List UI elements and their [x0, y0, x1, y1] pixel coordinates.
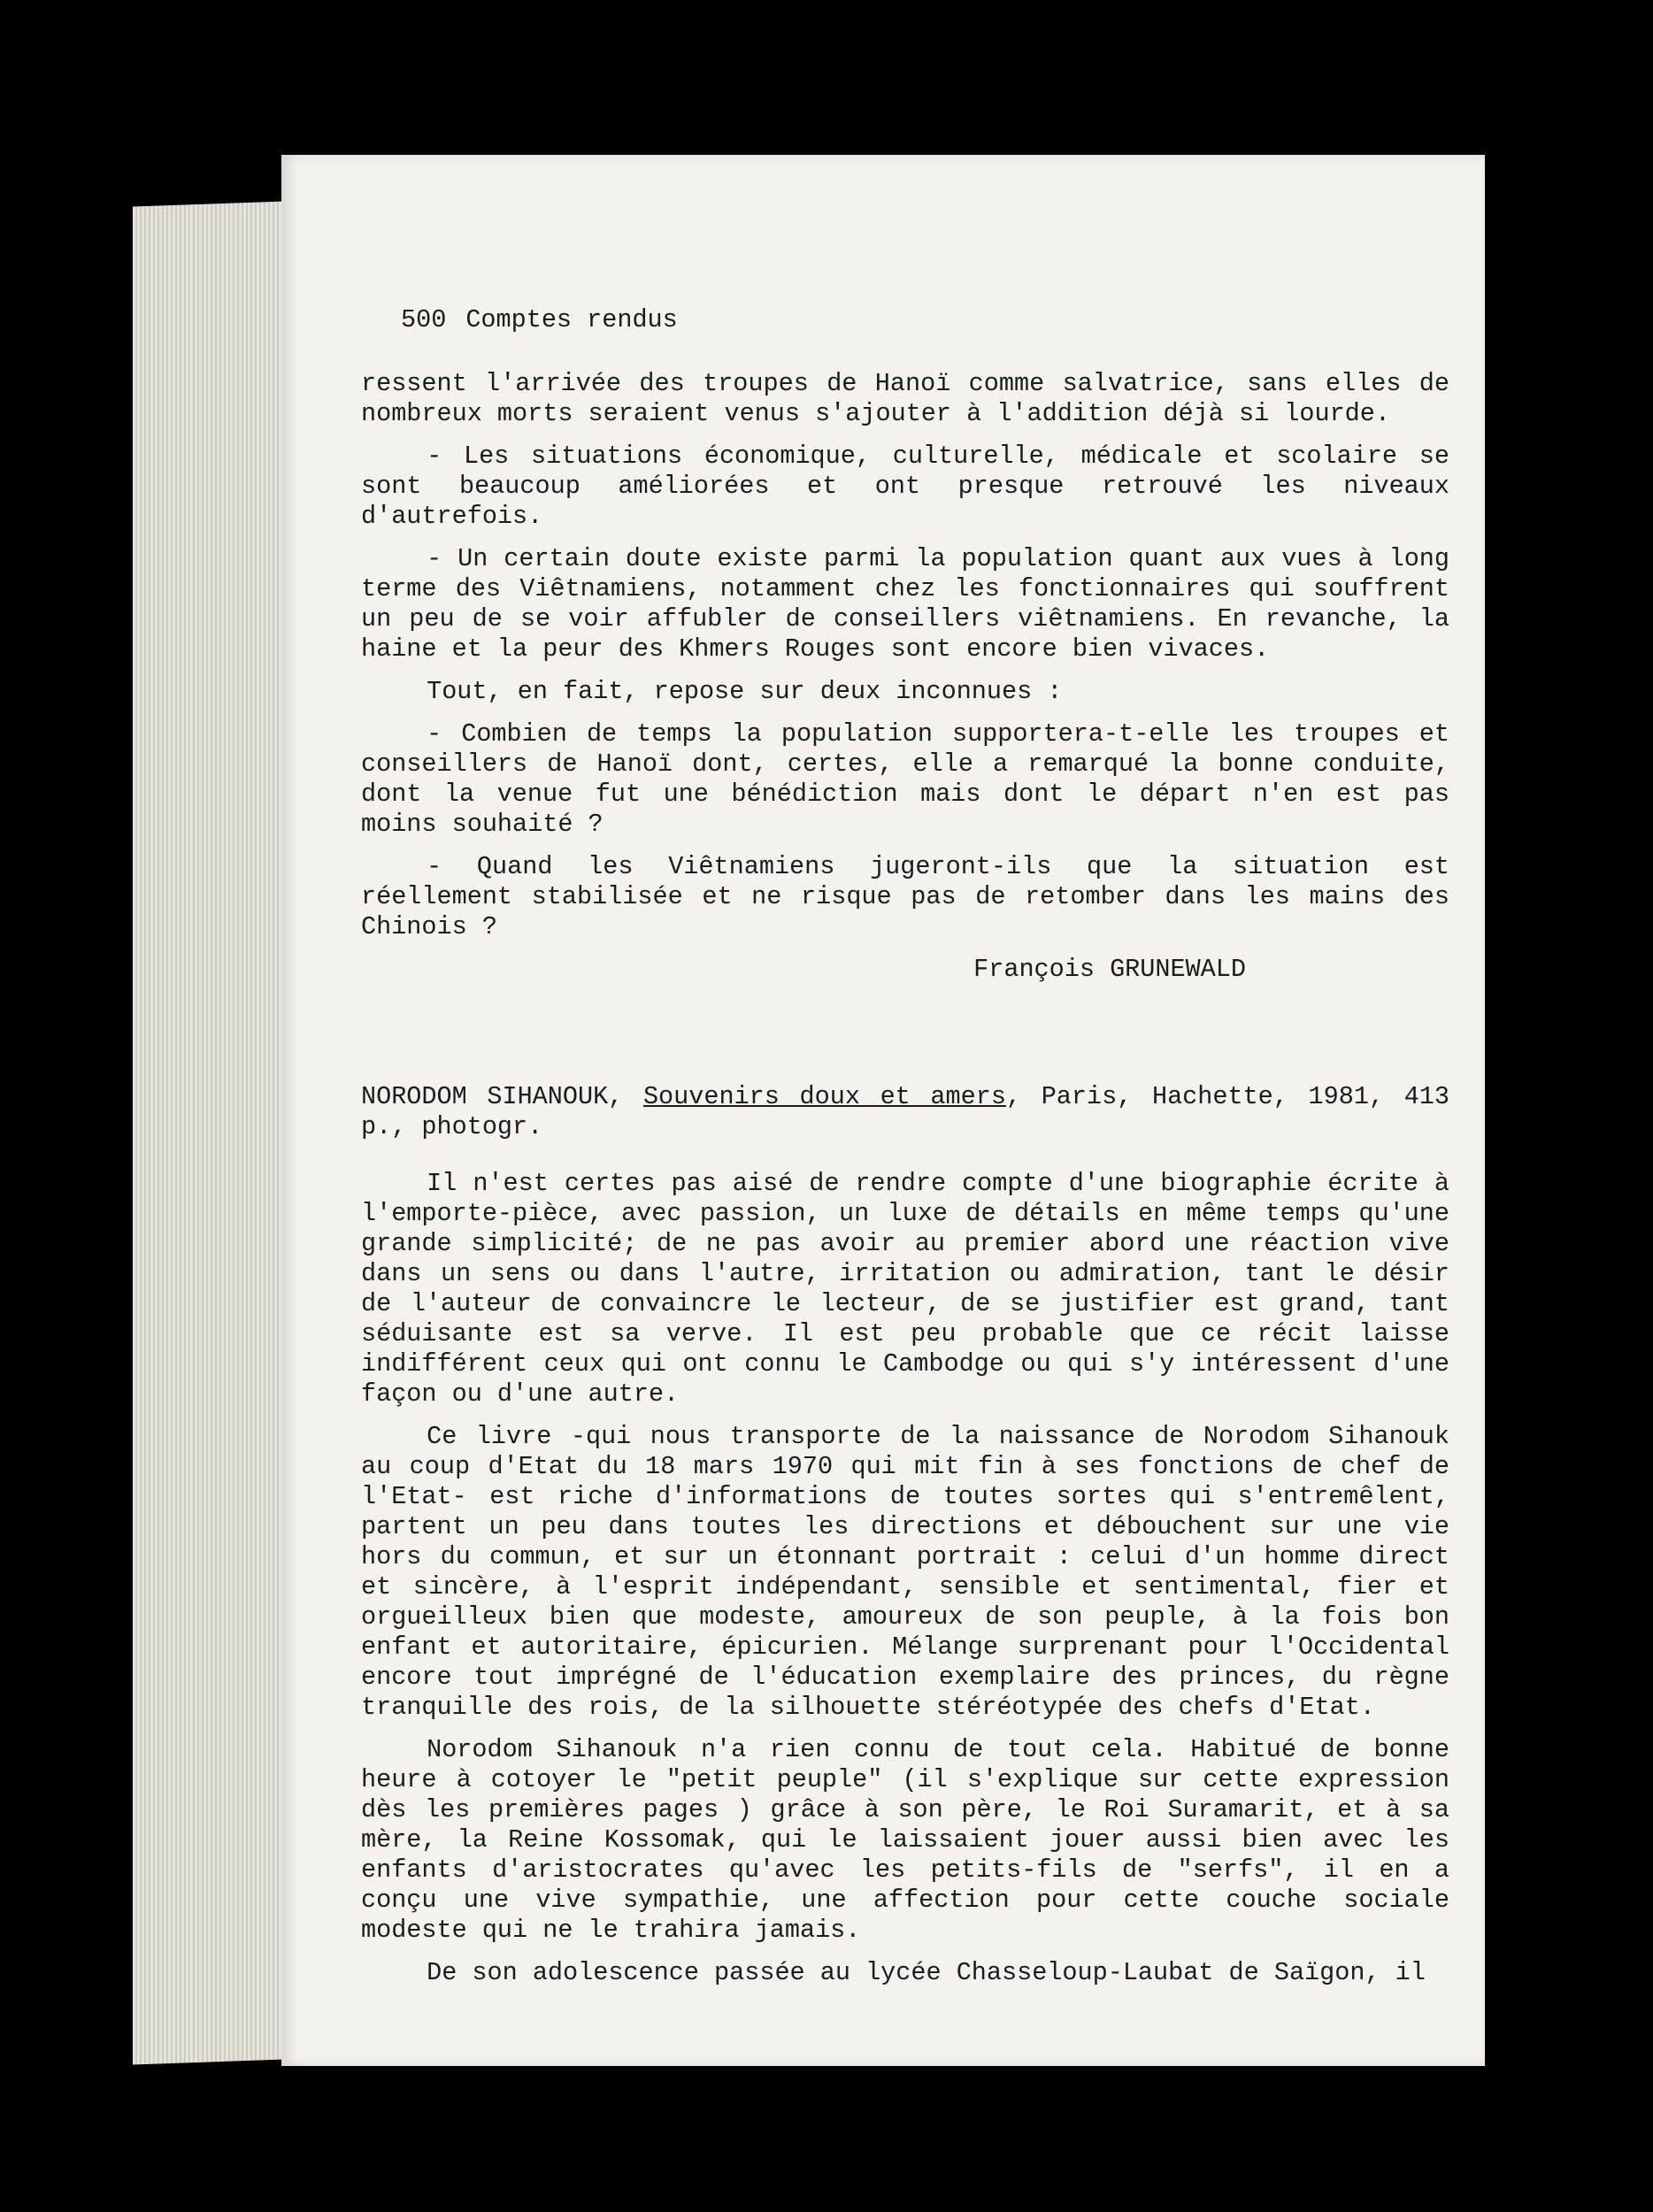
- running-header: [401, 305, 1449, 335]
- section-title: Comptes rendus: [465, 305, 678, 334]
- paragraph: - Quand les Viêtnamiens jugeront-ils que la situation est réellement stabilisée et ne risque pas de retomber dans les mains des Chinois ?: [361, 852, 1449, 941]
- paragraph: De son adolescence passée au lycée Chasseloup-Laubat de Saïgon, il: [427, 1958, 1426, 1987]
- paragraph: - Les situations économique, culturelle, médicale et scolaire se sont beaucoup améliorées et ont presque retrouvé les niveaux d'autrefois.: [361, 442, 1449, 531]
- paragraph: ressent l'arrivée des troupes de Hanoï comme salvatrice, sans elles de nombreux morts seraient venus s'ajouter à l'addition déjà si lourde.: [361, 369, 1449, 428]
- book-title: Souvenirs doux et amers: [642, 1082, 1006, 1111]
- page-number: 500: [401, 305, 447, 334]
- paragraph: - Combien de temps la population supportera-t-elle les troupes et conseillers de Hanoï dont, certes, elle a remarqué la bonne conduite, dont la venue fut une bénédiction mais dont le départ n'en est pas moins souhaité ?: [361, 719, 1449, 839]
- paragraph: Tout, en fait, repose sur deux inconnues :: [427, 677, 1063, 706]
- paragraph: Il n'est certes pas aisé de rendre compte d'une biographie écrite à l'emporte-pièce, avec passion, un luxe de détails en même temps qu'une grande simplicité; de ne pas avoir au premier abord une réaction vive dans un sens ou dans l'autre, irritation ou admiration, tant le désir de l'auteur de convaincre le lecteur, de se justifier est grand, tant séduisante est sa verve. Il est peu probable que ce récit laisse indifférent ceux qui ont connu le Cambodge ou qui s'y intéressent d'une façon ou d'une autre.: [361, 1169, 1449, 1409]
- book-page: [281, 155, 1485, 2066]
- paragraph: Ce livre -qui nous transporte de la naissance de Norodom Sihanouk au coup d'Etat du 18 mars 1970 qui mit fin à ses fonctions de chef de l'Etat- est riche d'informations de toutes sortes qui s'entremêlent, partent un peu dans toutes les directions et débouchent sur une vie hors du commun, et sur un étonnant portrait : celui d'un homme direct et sincère, à l'esprit indépendant, sensible et sentimental, fier et orgueilleux bien que modeste, amoureux de son peuple, à la fois bon enfant et autoritaire, épicurien. Mélange surprenant pour l'Occidental encore tout imprégné de l'éducation exemplaire des princes, du règne tranquille des rois, de la silhouette stéréotypée des chefs d'Etat.: [361, 1422, 1449, 1722]
- paragraph: - Un certain doute existe parmi la population quant aux vues à long terme des Viêtnamiens, notamment chez les fonctionnaires qui souffrent un peu de se voir affubler de conseillers viêtnamiens. En revanche, la haine et la peur des Khmers Rouges sont encore bien vivaces.: [361, 544, 1449, 664]
- page-content: [361, 305, 1449, 2001]
- reviewer-signature: François GRUNEWALD: [973, 955, 1246, 984]
- paragraph: Norodom Sihanouk n'a rien connu de tout cela. Habitué de bonne heure à cotoyer le "petit peuple" (il s'explique sur cette expression dès les premières pages ) grâce à son père, le Roi Suramarit, et à sa mère, la Reine Kossomak, qui le laissaient jouer aussi bien avec les enfants d'aristocrates qu'avec les petits-fils de "serfs", il en a conçu une vive sympathie, une affection pour cette couche sociale modeste qui ne le trahira jamais.: [361, 1735, 1449, 1945]
- book-author: NORODOM SIHANOUK,: [361, 1082, 624, 1111]
- book-reference: [361, 1082, 1449, 1142]
- book-details: , Paris, Hachette, 1981, 413 p., photogr.: [361, 1082, 1449, 1141]
